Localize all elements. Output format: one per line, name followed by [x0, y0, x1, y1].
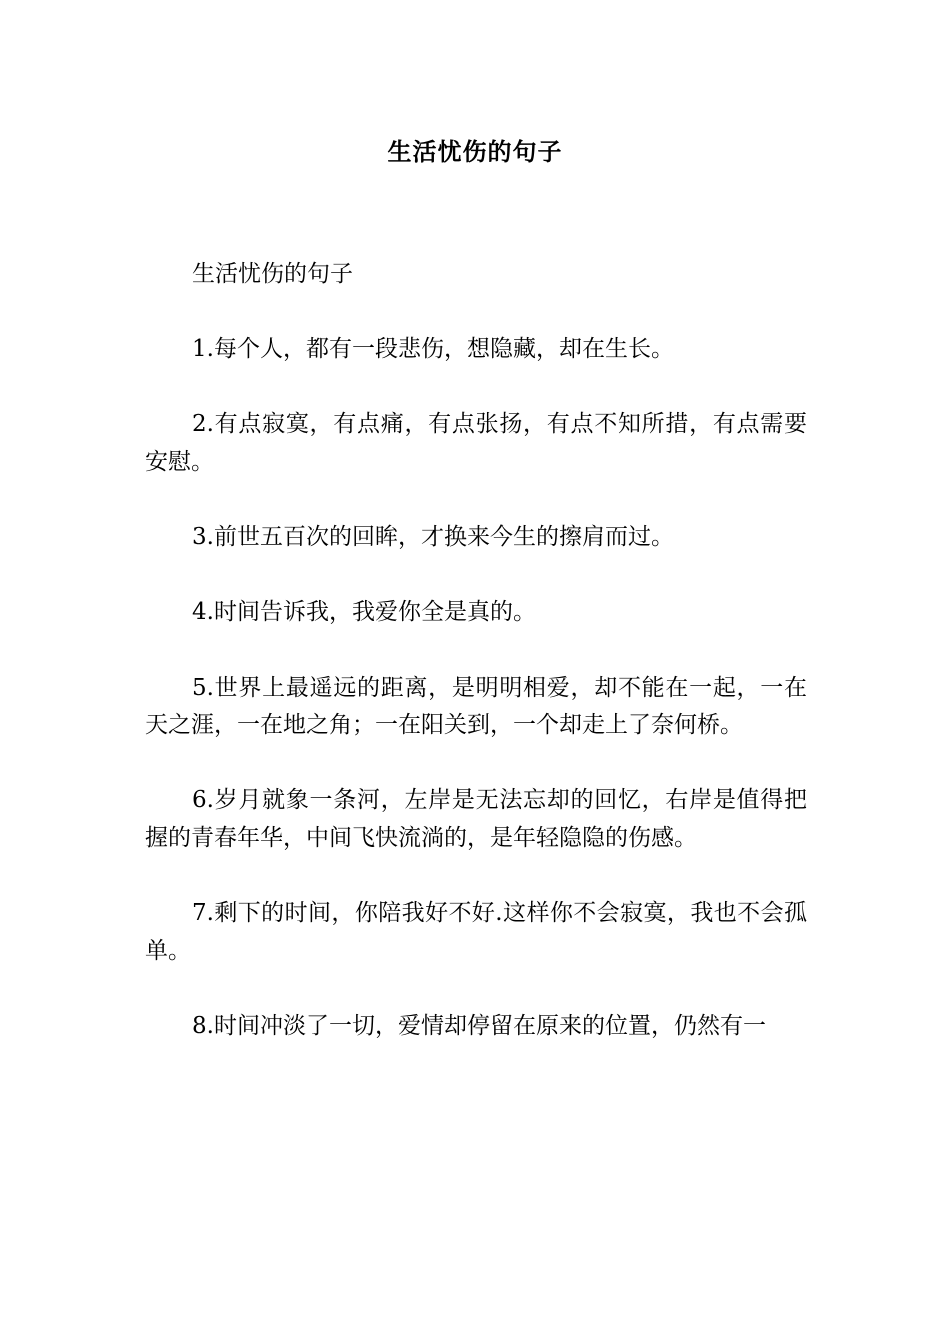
paragraph-7: 7.剩下的时间，你陪我好不好.这样你不会寂寞，我也不会孤单。 [145, 900, 807, 964]
document-title: 生活忧伤的句子 [387, 138, 563, 166]
paragraph-6: 6.岁月就象一条河，左岸是无法忘却的回忆，右岸是值得把握的青春年华，中间飞快流淌的，是年轻隐隐的伤感。 [145, 787, 807, 851]
paragraph-subtitle: 生活忧伤的句子 [192, 261, 353, 287]
paragraph-3: 3.前世五百次的回眸，才换来今生的擦肩而过。 [192, 524, 674, 551]
paragraph-2: 2.有点寂寞，有点痛，有点张扬，有点不知所措，有点需要安慰。 [145, 411, 807, 475]
paragraph-8: 8.时间冲淡了一切，爱情却停留在原来的位置，仍然有一 [192, 1012, 766, 1039]
paragraph-1: 1.每个人，都有一段悲伤，想隐藏，却在生长。 [192, 336, 674, 363]
paragraph-4: 4.时间告诉我，我爱你全是真的。 [192, 599, 536, 626]
paragraph-5: 5.世界上最遥远的距离，是明明相爱，却不能在一起，一在天之涯，一在地之角；一在阳关到，一个却走上了奈何桥。 [145, 674, 807, 739]
document-body [145, 256, 807, 1083]
